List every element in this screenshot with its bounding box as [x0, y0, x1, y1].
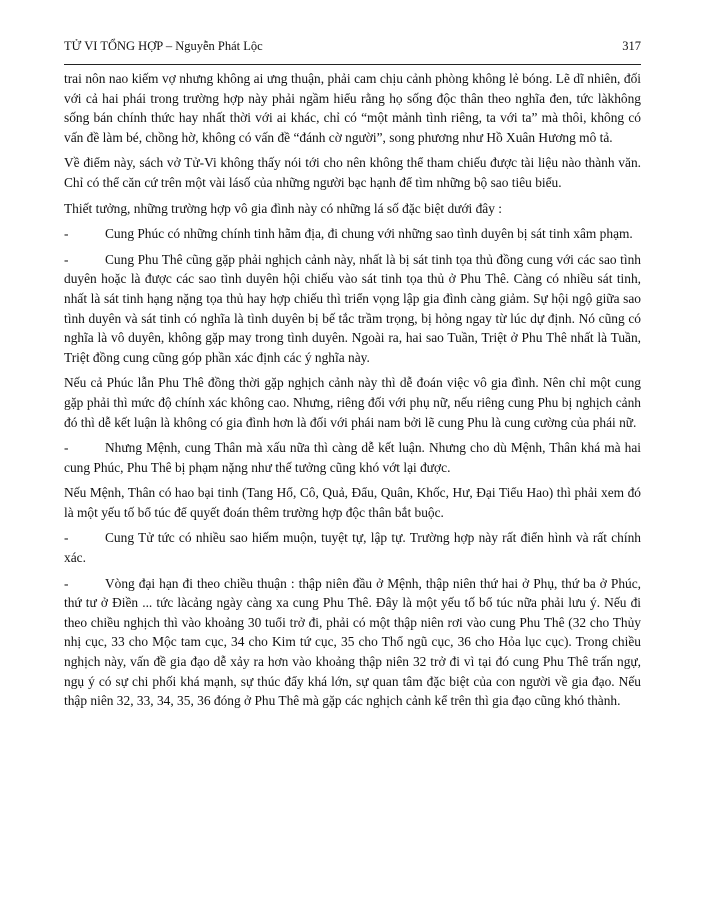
bullet-text: Nhưng Mệnh, cung Thân mà xấu nữa thì càng dễ kết luận. Nhưng cho dù Mệnh, Thân khá mà hai cung Phúc, Phu Thê bị phạm nặng như thế tưởng cũng khó vớt lại được.: [64, 440, 641, 475]
bullet-text: Cung Tử tức có nhiều sao hiếm muộn, tuyệt tự, lập tự. Trường hợp này rất điển hình và rất chính xác.: [64, 530, 641, 566]
bullet-text: Vòng đại hạn đi theo chiều thuận : thập niên đầu ở Mệnh, thập niên thứ hai ở Phụ, thứ ba ở Phúc, thứ tư ở Điền ... tức làcảng ngày càng xa cung Phu Thê. Đây là một yếu tố bổ túc nữa phải lưu ý. Nếu đi theo chiều nghịch thì vào khoảng 30 tuổi trở đi, phải có một thập niên rơi vào cung Phu Thê (32 cho Thủy nhị cục, 33 cho Mộc tam cục, 34 cho Kim tứ cục, 35 cho Thổ ngũ cục, 36 cho Hỏa lục cục). Trong chiều nghịch này, vấn đề gia đạo dễ xảy ra hơn vào khoảng thập niên 32 trở đi vì tại đó cung Phu Thê trấn ngự, ngụ ý có sự chi phối khá mạnh, sự thúc đẩy khá lớn, sự quan tâm đặc biệt của con người về gia đạo. Nếu thập niên 32, 33, 34, 35, 36 đóng ở Phu Thê mà gặp các nghịch cảnh kể trên thì gia đạo cũng khó thành.: [64, 575, 641, 709]
bullet-paragraph: [64, 438, 641, 477]
running-header: [64, 38, 641, 65]
dash-marker: -: [64, 530, 69, 546]
paragraph: trai nôn nao kiếm vợ nhưng không ai ưng thuận, phải cam chịu cảnh phòng không lẻ bóng. Lẽ dĩ nhiên, đối với cả hai phái trong trường hợp này phải ngầm hiểu rằng họ sống độc thân theo nghĩa đen, tức làkhông sống bán chính thức hay nhất thời với ai khác, chỉ có “một mảnh tình riêng, ta với ta” mà thôi, không có vấn đề làm bé, chồng hờ, không có vấn đề “đánh cờ người”, song phương như Hồ Xuân Hương mô tả.: [64, 71, 641, 145]
bullet-paragraph: [64, 528, 641, 567]
bullet-paragraph: [64, 250, 641, 368]
bullet-text: Cung Phúc có những chính tinh hãm địa, đi chung với những sao tình duyên bị sát tinh xâm phạm.: [105, 226, 633, 242]
paragraph: Về điểm này, sách vở Tử-Vi không thấy nói tới cho nên không thể tham chiếu được tài liệu nào thành văn. Chỉ có thể căn cứ trên một vài lásố của những người bạc hạnh để tìm những bộ sao tiêu biểu.: [64, 155, 641, 190]
bullet-paragraph: [64, 224, 641, 244]
dash-marker: -: [64, 440, 69, 456]
dash-marker: -: [64, 226, 69, 242]
page-number: 317: [622, 39, 641, 53]
body-text: [64, 69, 641, 711]
paragraph: Thiết tưởng, những trường hợp vô gia đình này có những lá số đặc biệt dưới đây :: [64, 200, 502, 216]
bullet-text: Cung Phu Thê cũng gặp phải nghịch cảnh này, nhất là bị sát tinh tọa thủ đồng cung với các sao tình duyên hoặc là được các sao tình duyên hội chiếu vào sát tinh tọa thủ ở Phu Thê. Càng có nhiều sát tinh, nhất là sát tinh hạng nặng tọa thủ hay hợp chiếu thì triển vọng lập gia đình càng giảm. Sự hội ngộ giữa sao tình duyên và sát tinh có nghĩa là tình duyên bị bế tắc trầm trọng, bị hỏng ngay từ lúc dự định. Nó cũng có nghĩa là vô duyên, không gặp may trong tình duyên. Ngoài ra, hai sao Tuần, Triệt ở Phu Thê nhất là Tuần, Triệt đồng cung cũng góp phần xác định các ý nghĩa này.: [64, 251, 641, 365]
bullet-paragraph: [64, 574, 641, 711]
book-title: TỬ VI TỔNG HỢP – Nguyễn Phát Lộc: [64, 39, 263, 53]
paragraph: Nếu Mệnh, Thân có hao bại tinh (Tang Hổ, Cô, Quả, Đẩu, Quân, Khốc, Hư, Đại Tiểu Hao) thì phải xem đó là một yếu tố bổ túc để quyết đoán thêm trường hợp độc thân bắt buộc.: [64, 485, 641, 520]
paragraph: Nếu cả Phúc lẫn Phu Thê đồng thời gặp nghịch cảnh này thì dễ đoán việc vô gia đình. Nên chỉ một cung gặp phải thì mức độ chính xác không cao. Nhưng, riêng đối với phụ nữ, nếu riêng cung Phu bị nghịch cảnh đó thì dễ kết luận là không có gia đình hơn là đối với phái nam bởi lẽ cung Phu là cung cường của phái nữ.: [64, 375, 641, 430]
dash-marker: -: [64, 575, 69, 591]
dash-marker: -: [64, 251, 69, 267]
document-page: [64, 38, 641, 717]
